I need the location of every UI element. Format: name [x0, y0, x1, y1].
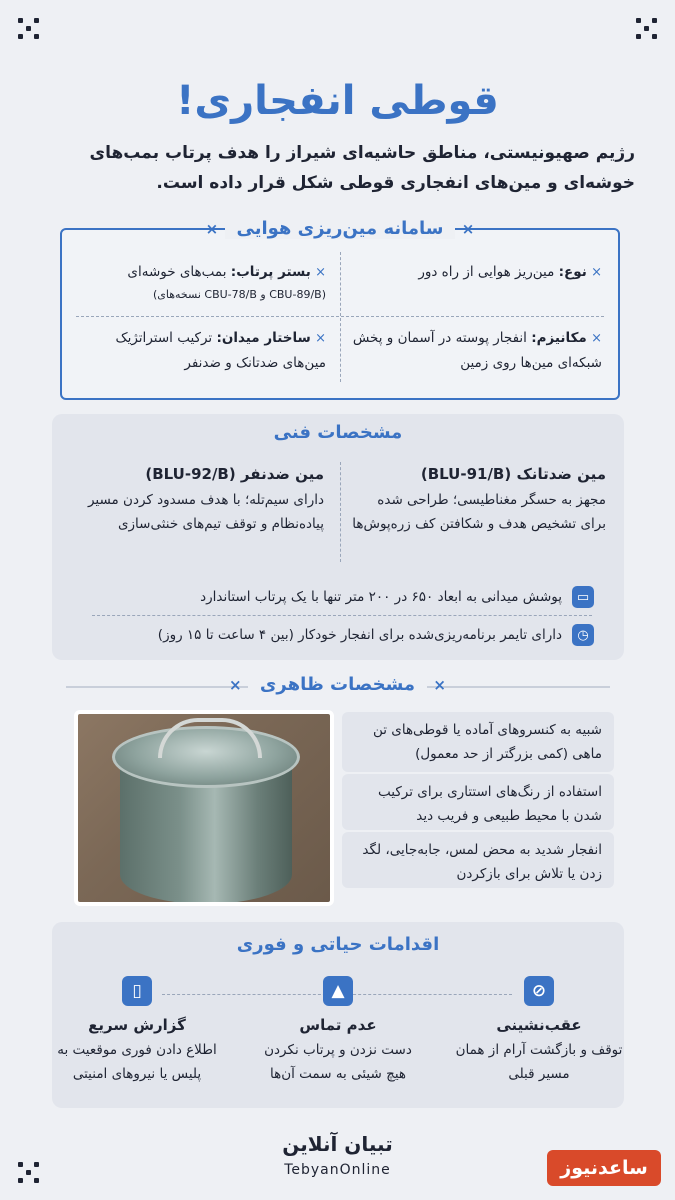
- feature-timer: ◷ دارای تایمر برنامه‌ریزی‌شده برای انفجار خودکار (بین ۴ ساعت تا ۱۵ روز): [158, 624, 594, 646]
- action-report: ▯ گزارش سریع اطلاع دادن فوری موقعیت به پلیس یا نیروهای امنیتی: [52, 976, 222, 1086]
- x-mark-icon: ×: [591, 265, 602, 280]
- page-title: قوطی انفجاری!: [176, 78, 499, 124]
- critical-actions-panel: [52, 922, 624, 1108]
- action-retreat: ⊘ عقب‌نشینی توقف و بازگشت آرام از همان مسیر قبلی: [454, 976, 624, 1086]
- technical-specs-panel: [52, 414, 624, 660]
- intro-text: رژیم صهیونیستی، مناطق حاشیه‌ای شیراز را هدف پرتاب بمب‌های خوشه‌ای و مین‌های انفجاری قوطی شکل قرار داده است.: [89, 143, 635, 193]
- anti-tank-mine: مین ضدتانک (BLU-91/B) مجهز به حسگر مغناطیسی؛ طراحی شده برای تشخیص هدف و شکافتن کف زره‌پوش‌ها: [352, 465, 606, 532]
- divider: [340, 462, 341, 562]
- section-heading: مشخصات فنی: [273, 422, 403, 443]
- ruler-icon: ▭: [572, 586, 594, 608]
- x-mark-icon: ×: [591, 331, 602, 346]
- divider: [92, 615, 592, 616]
- divider: [340, 252, 341, 382]
- brand-logo-fa: تبیان آنلاین: [282, 1132, 393, 1156]
- x-mark-icon: ×: [461, 220, 475, 238]
- action-no-contact: ▲ عدم تماس دست نزدن و پرتاب نکردن هیچ شیئی به سمت آن‌ها: [253, 976, 423, 1086]
- appearance-item: استفاده از رنگ‌های استتاری برای ترکیب شدن با محیط طبیعی و فریب دید: [342, 774, 614, 830]
- brand-logo-en: TebyanOnline: [284, 1162, 391, 1178]
- corner-dots-icon: [18, 18, 40, 40]
- x-mark-icon: ×: [205, 220, 219, 238]
- mine-photo: [74, 710, 334, 906]
- section-heading: × مشخصات ظاهری ×: [229, 674, 446, 695]
- appearance-item: شبیه به کنسروهای آماده یا قوطی‌های تن ماهی (کمی بزرگتر از حد معمول): [342, 712, 614, 772]
- anti-personnel-mine: مین ضدنفر (BLU-92/B) دارای سیم‌تله؛ با هدف مسدود کردن مسیر پیاده‌نظام و توقف تیم‌های خنثی‌سازی: [87, 465, 324, 532]
- phone-icon: ▯: [122, 976, 152, 1006]
- info-launch-platform: × بستر پرتاب: بمب‌های خوشه‌ای (نسخه‌های CBU-78/B و CBU-89/B): [127, 264, 326, 301]
- feature-coverage: ▭ پوشش میدانی به ابعاد ۶۵۰ در ۲۰۰ متر تنها با یک پرتاب استاندارد: [200, 586, 594, 608]
- info-field-structure: × ساختار میدان: ترکیب استراتژیک مین‌های ضدتانک و ضدنفر: [115, 330, 326, 371]
- x-mark-icon: ×: [315, 265, 326, 280]
- appearance-item: انفجار شدید به محض لمس، جابه‌جایی، لگد زدن یا تلاش برای بازکردن: [342, 832, 614, 888]
- aerial-system-box: [60, 218, 620, 400]
- x-mark-icon: ×: [433, 676, 446, 694]
- info-mechanism: × مکانیزم: انفجار پوسته در آسمان و پخش شبکه‌ای مین‌ها روی زمین: [352, 330, 602, 371]
- divider: [76, 316, 604, 317]
- section-heading: × سامانه مین‌ریزی هوایی ×: [205, 218, 475, 239]
- section-heading: اقدامات حیاتی و فوری: [236, 934, 440, 955]
- no-entry-icon: ⊘: [524, 976, 554, 1006]
- x-mark-icon: ×: [229, 676, 242, 694]
- corner-dots-icon: [636, 18, 658, 40]
- x-mark-icon: ×: [315, 331, 326, 346]
- source-badge: ساعدنیوز: [547, 1150, 661, 1186]
- timer-icon: ◷: [572, 624, 594, 646]
- info-type: × نوع: مین‌ریز هوایی از راه دور: [418, 264, 602, 280]
- warning-icon: ▲: [323, 976, 353, 1006]
